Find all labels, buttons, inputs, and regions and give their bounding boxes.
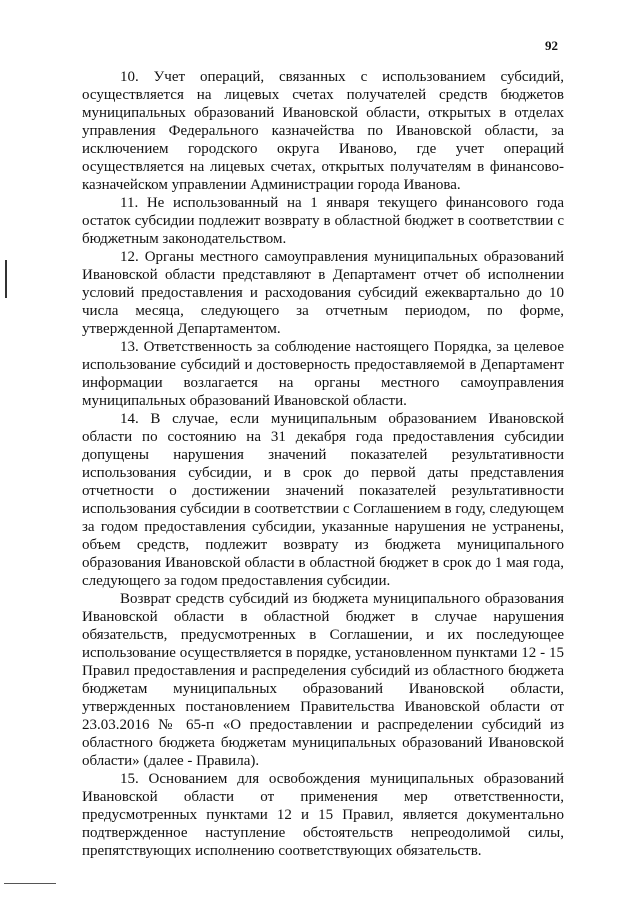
bottom-scan-mark [4, 883, 56, 884]
paragraph-refund: Возврат средств субсидий из бюджета муниципального образования Ивановской области в областной бюджет в случае нарушения обязательств, предусмотренных в Соглашении, и их последующее использование осуществляется в порядке, установленном пунктами 12 - 15 Правил предоставления и распределения субсидий из областного бюджета бюджетам муниципальных образований Ивановской области, утвержденных постановлением Правительства Ивановской области от 23.03.2016 № 65-п «О предоставлении и распределении субсидий из областного бюджета бюджетам муниципальных образований Ивановской области» (далее - Правила). [82, 591, 564, 769]
paragraph-15: 15. Основанием для освобождения муниципальных образований Ивановской области от применения мер ответственности, предусмотренных пунктами 12 и 15 Правил, является документально подтвержденное наступление обстоятельств непреодолимой силы, препятствующих исполнению соответствующих обязательств. [82, 771, 564, 859]
paragraph-11: 11. Не использованный на 1 января текущего финансового года остаток субсидии подлежит возврату в областной бюджет в соответствии с бюджетным законодательством. [82, 195, 564, 247]
page-number: 92 [545, 38, 558, 53]
paragraph-12: 12. Органы местного самоуправления муниципальных образований Ивановской области представляют в Департамент отчет об исполнении условий предоставления и расходования субсидий ежеквартально до 10 числа месяца, следующего за отчетным периодом, по форме, утвержденной Департаментом. [82, 249, 564, 337]
paragraph-14: 14. В случае, если муниципальным образованием Ивановской области по состоянию на 31 декабря года предоставления субсидии допущены нарушения значений показателей результативности использования субсидии, и в срок до первой даты представления отчетности о достижении значений показателей результативности использования субсидии в соответствии с Соглашением в году, следующем за годом предоставления субсидии, указанные нарушения не устранены, объем средств, подлежит возврату из бюджета муниципального образования Ивановской области в областной бюджет в срок до 1 мая года, следующего за годом предоставления субсидии. [82, 411, 564, 589]
paragraph-10: 10. Учет операций, связанных с использованием субсидий, осуществляется на лицевых счетах получателей средств бюджетов муниципальных образований Ивановской области, открытых в отделах управления Федерального казначейства по Ивановской области, за исключением городского округа Иваново, где учет операций осуществляется на лицевых счетах, открытых получателям в финансово-казначейском управлении Администрации города Иванова. [82, 69, 564, 193]
paragraph-13: 13. Ответственность за соблюдение настоящего Порядка, за целевое использование субсидий и достоверность предоставляемой в Департамент информации возлагается на органы местного самоуправления муниципальных образований Ивановской области. [82, 339, 564, 409]
margin-mark [5, 260, 7, 298]
document-body [82, 68, 564, 860]
